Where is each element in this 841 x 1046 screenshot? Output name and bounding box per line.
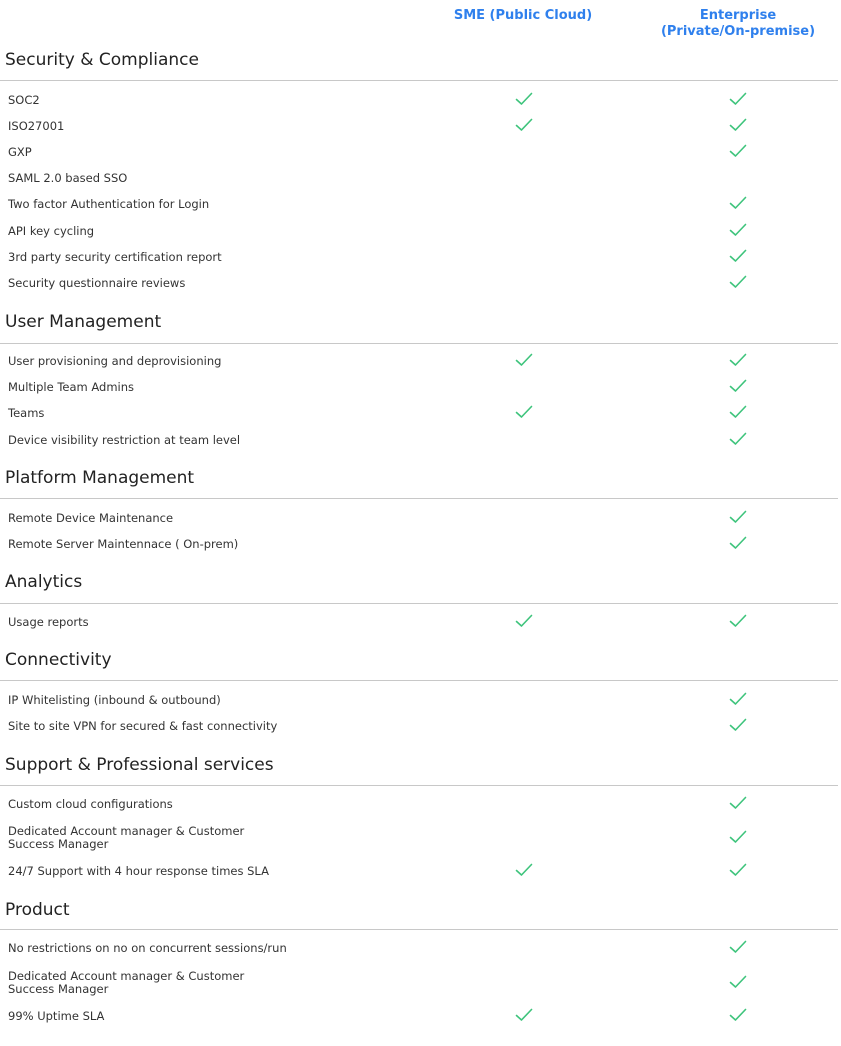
enterprise-check-icon [729,940,747,954]
feature-label: Multiple Team Admins [8,379,135,394]
section-divider [0,603,838,604]
sme-check-icon [515,863,533,877]
sme-check-icon [515,614,533,628]
sme-check-icon [515,405,533,419]
section-divider [0,498,838,499]
section-divider [0,929,838,930]
enterprise-check-icon [729,379,747,393]
section-divider [0,80,838,81]
feature-label: SOC2 [8,92,40,107]
enterprise-check-icon [729,432,747,446]
feature-label: Dedicated Account manager & Customer Success Manager [8,824,245,851]
enterprise-check-icon [729,614,747,628]
enterprise-check-icon [729,692,747,706]
enterprise-check-icon [729,405,747,419]
feature-label: ISO27001 [8,118,65,133]
feature-label: No restrictions on no on concurrent sessions/run [8,940,287,955]
section-title: Connectivity [5,650,112,670]
enterprise-check-icon [729,536,747,550]
section-title: User Management [5,312,162,332]
feature-label: Site to site VPN for secured & fast connectivity [8,718,278,733]
column-header-sme-label: SME (Public Cloud) [453,8,593,23]
enterprise-check-icon [729,275,747,289]
feature-label: SAML 2.0 based SSO [8,170,128,185]
sme-check-icon [515,1008,533,1022]
enterprise-check-icon [729,830,747,844]
section-title: Platform Management [5,468,195,488]
column-header-sme [437,8,609,24]
sme-check-icon [515,118,533,132]
section-title: Analytics [5,572,83,592]
section-title: Support & Professional services [5,755,274,775]
column-header-enterprise-line2: (Private/On-premise) [660,24,816,39]
enterprise-check-icon [729,118,747,132]
feature-label: User provisioning and deprovisioning [8,353,222,368]
enterprise-check-icon [729,223,747,237]
section-divider [0,785,838,786]
feature-label: Device visibility restriction at team level [8,432,241,447]
feature-label: Remote Server Maintennace ( On-prem) [8,536,239,551]
section-divider [0,343,838,344]
feature-label: Security questionnaire reviews [8,275,186,290]
enterprise-check-icon [729,975,747,989]
feature-label: Teams [8,405,45,420]
enterprise-check-icon [729,249,747,263]
enterprise-check-icon [729,144,747,158]
enterprise-check-icon [729,92,747,106]
enterprise-check-icon [729,353,747,367]
column-header-enterprise-line1: Enterprise [699,8,777,23]
feature-label: Usage reports [8,614,89,629]
enterprise-check-icon [729,718,747,732]
feature-label: Two factor Authentication for Login [8,196,210,211]
feature-label: Custom cloud configurations [8,796,173,811]
feature-label: GXP [8,144,32,159]
section-divider [0,680,838,681]
column-header-enterprise [643,8,833,40]
feature-label: Dedicated Account manager & Customer Success Manager [8,969,245,996]
section-title: Product [5,900,70,920]
enterprise-check-icon [729,1008,747,1022]
feature-label: 99% Uptime SLA [8,1008,105,1023]
feature-label: 3rd party security certification report [8,249,222,264]
sme-check-icon [515,353,533,367]
enterprise-check-icon [729,796,747,810]
enterprise-check-icon [729,863,747,877]
feature-label: 24/7 Support with 4 hour response times SLA [8,863,269,878]
section-title: Security & Compliance [5,50,199,70]
feature-label: Remote Device Maintenance [8,510,174,525]
feature-label: API key cycling [8,223,95,238]
feature-label: IP Whitelisting (inbound & outbound) [8,692,221,707]
enterprise-check-icon [729,196,747,210]
sme-check-icon [515,92,533,106]
enterprise-check-icon [729,510,747,524]
